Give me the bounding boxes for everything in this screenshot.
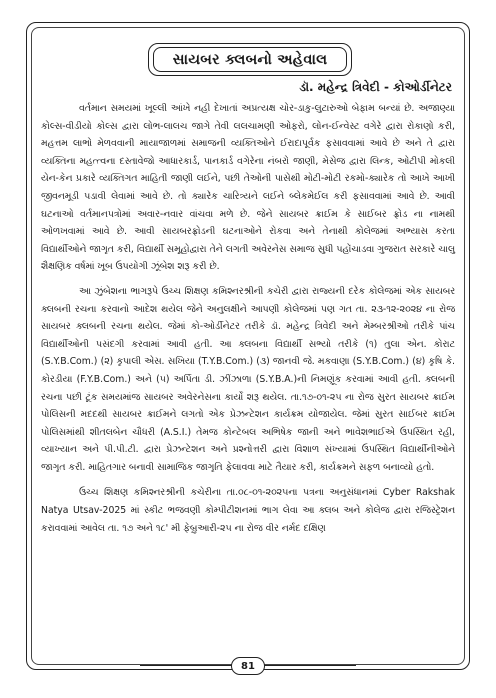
- paragraph-1: વર્તમાન સમયમાં ખૂલ્લી આંખે નહી દેખાતાં અપ્રત્યક્ષ ચોર-ડાકુ-લુટારુઓ બેફામ બન્યાં છે. અજાણ્યા કોલ્સ-વીડીયો કોલ્સ દ્વારા લોભ-લાલચ જાગે તેવી લલચામણી ઓફરો, લોન-ઈન્વેસ્ટ વગેરે દ્વારા રોકાણો કરી, મહત્તમ લાભો મેળવવાની માયાજાળમાં સમાજની વ્યક્તિઓને ઈરાદાપૂર્વક ફસાવવામાં આવે છે અને તે દ્વારા વ્યક્તિના મહત્ત્વના દસ્તાવેજો આધારકાર્ડ, પાનકાર્ડ વગેરેના નંબરો જાણી, મેસેજ દ્વારા લિન્ક, ઓટીપી મોકલી યેન-કેન પ્રકારે વ્યક્તિગત માહિતી જાણી લઈને, પછી તેઓની પાસેથી મોટી-મોટી રકમો-ક્યારેક તો આખે આખી જીવનમૂડી પડાવી લેવામાં આવે છે. તો ક્યારેક ચારિત્ર્યને લઈને બ્લેકમેઈલ કરી ફસાવવામાં આવે છે. આવી ઘટનાઓ વર્તમાનપત્રોમાં અવાર-નવાર વાંચવા મળે છે. જેને સાયબર ક્રાઈમ કે સાઈબર ફ્રોડ ના નામથી ઓળખવામાં આવે છે. આવી સાયબરફ્રોડની ઘટનાઓને રોકવા અને તેનાથી કોલેજમાં અભ્યાસ કરતા વિદ્યાર્થીઓને જાગૃત કરી, વિદ્યાર્થી સમૂહોદ્વારા તેને લગતી અવેરનેસ સમાજ સુધી પહોંચાડવા ગુજરાત સરકારે ચાલુ શૈક્ષણિક વર્ષમાં ખૂબ ઉપયોગી ઝૂંબેશ શરૂ કરી છે.: [41, 103, 455, 273]
- page-title: સાયબર ક્લબનો અહેવાલ: [153, 47, 347, 72]
- title-banner: [148, 43, 352, 76]
- paragraph-3: ઉચ્ચ શિક્ષણ કમિશ્નરશ્રીની કચેરીના તા.૦૮-૦૧-૨૦૨૫ના પત્રના અનુસંધાનમાં Cyber Rakshak Natya Utsav-2025 માં સ્કીટ ભજવણી કોમ્પીટીશનમાં ભાગ લેવા આ ક્લબ અને કોલેજ દ્વારા રજિસ્ટ્રેશન કરાવવામાં આવેલ તા. ૧૭ અને ૧૮' મી ફેબ્રુઆરી-૨૫ ના રોજ વીર નર્મદ દક્ષિણ: [41, 487, 455, 534]
- author-line: ડૉ. મહેન્દ્ર ત્રિવેદી - કોઓર્ડીનેટર: [299, 80, 452, 94]
- article-body: [41, 100, 455, 544]
- page-number: 81: [231, 657, 265, 675]
- paragraph-2: આ ઝુંબેશના ભાગરૂપે ઉચ્ચ શિક્ષણ કમિશ્નરશ્રીની કચેરી દ્વારા રાજ્યની દરેક કોલેજમાં એક સાયબર ક્લબની રચના કરવાનો આદેશ થયેલ જેને અનુલક્ષીને આપણી કોલેજમાં પણ ગત તા. ૨૩-૧૨-૨૦૨૪ ના રોજ સાયબર ક્લબની રચના થયેલ. જેમાં કો-ઓર્ડીનેટર તરીકે ડૉ. મહેન્દ્ર ત્રિવેદી અને મેમ્બરશ્રીઓ તરીકે પાંચ વિદ્યાર્થીઓની પસંદગી કરવામાં આવી હતી. આ ક્લબના વિદ્યાર્થી સભ્યો તરીકે (૧) તુલા એન. કોરાટ (S.Y.B.Com.) (૨) કૃપાલી એસ. સખિયા (T.Y.B.Com.) (૩) જાનવી જે. મકવાણા (S.Y.B.Com.) (૪) કૃષિ કે. કોરડીયા (F.Y.B.Com.) અને (૫) અર્પિતા ડી. ઝીંઝાળા (S.Y.B.A.)ની નિમણૂંક કરવામાં આવી હતી. ક્લબની રચના પછી ટૂંક સમયમાંજ સાયબર અવેરનેસના કાર્યો શરૂ થયેલ. તા.૧૭-૦૧-૨૫ ના રોજ સુરત સાયબર ક્રાઈમ પોલિસની મદદથી સાયબર ક્રાઈમને લગતો એક પ્રેઝન્ટેશન કાર્યક્રમ યોજાયેલ. જેમાં સુરત સાઈબર ક્રાઈમ પોલિસમાંથી શીતલબેન ચૌધરી (A.S.I.) તેમજ કોન્ટેબલ અભિષેક જાની અને ભાવેશભાઈએ ઉપસ્થિત રહી, વ્યાખ્યાન અને પી.પી.ટી. દ્વારા પ્રેઝન્ટેશન અને પ્રશ્નોત્તરી દ્વારા વિશાળ સંખ્યામાં ઉપસ્થિત વિદ્યાર્થીનીઓને જાગૃત કરી. માહિતગાર બનાવી સામાજિક જાગૃતિ ફેલાવવા માટે તૈયાર કરી, કાર્યક્રમને સફળ બનાવ્યો હતો.: [41, 285, 455, 473]
